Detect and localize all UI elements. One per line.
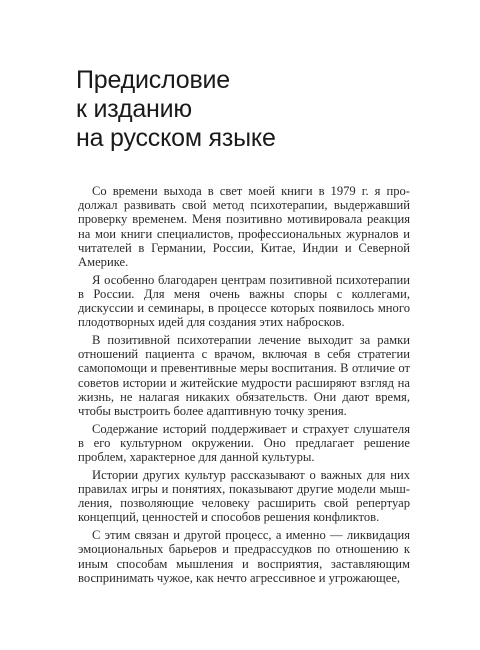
- paragraph: С этим связан и другой процесс, а именно — ликвидация эмоциональных барьеров и предрассудков по отношению к иным способам мышления и восприятия, заставляющим воспринимать чужое, как нечто агрессивное и угрожающее,: [78, 528, 410, 585]
- title-line: на русском языке: [76, 124, 276, 152]
- paragraph: Истории других культур рассказывают о важных для них правилах игры и понятиях, показывают другие модели мышления, позволяющие человеку расширить свой репертуар концепций, ценностей и способов решения конфликтов.: [78, 467, 410, 525]
- paragraph: В позитивной психотерапии лечение выходит за рамки отношений пациента с врачом, включая в себя стратегии самопомощи и превентивные меры воспитания. В отличие от советов истории и житейские мудрости расширяют взгляд на жизнь, не налагая никаких обязательств. Они дают время, чтобы выстроить более адаптивную точку зрения.: [78, 333, 410, 419]
- page-title: [76, 66, 276, 153]
- paragraph: Содержание историй поддерживает и страхует слушателя в его культурном окружении. Оно предлагает решение проблем, характерное для данной культуры.: [78, 421, 410, 465]
- paragraph: Я особенно благодарен центрам позитивной психотерапии в России. Для меня очень важны споры с коллегами, дискуссии и семинары, в процессе которых появилось много плодотворных идей для создания этих набросков.: [78, 272, 410, 330]
- body-text: [78, 184, 410, 588]
- title-line: к изданию: [76, 95, 192, 123]
- title-line: Предисловие: [76, 66, 231, 94]
- paragraph: Со времени выхода в свет моей книги в 1979 г. я продолжал развивать свой метод психотерапии, выдержавший проверку временем. Меня позитивно мотивировала реакция на мои книги специалистов, профессиональных журналов и читателей в Германии, России, Китае, Индии и Северной Америке.: [78, 184, 410, 270]
